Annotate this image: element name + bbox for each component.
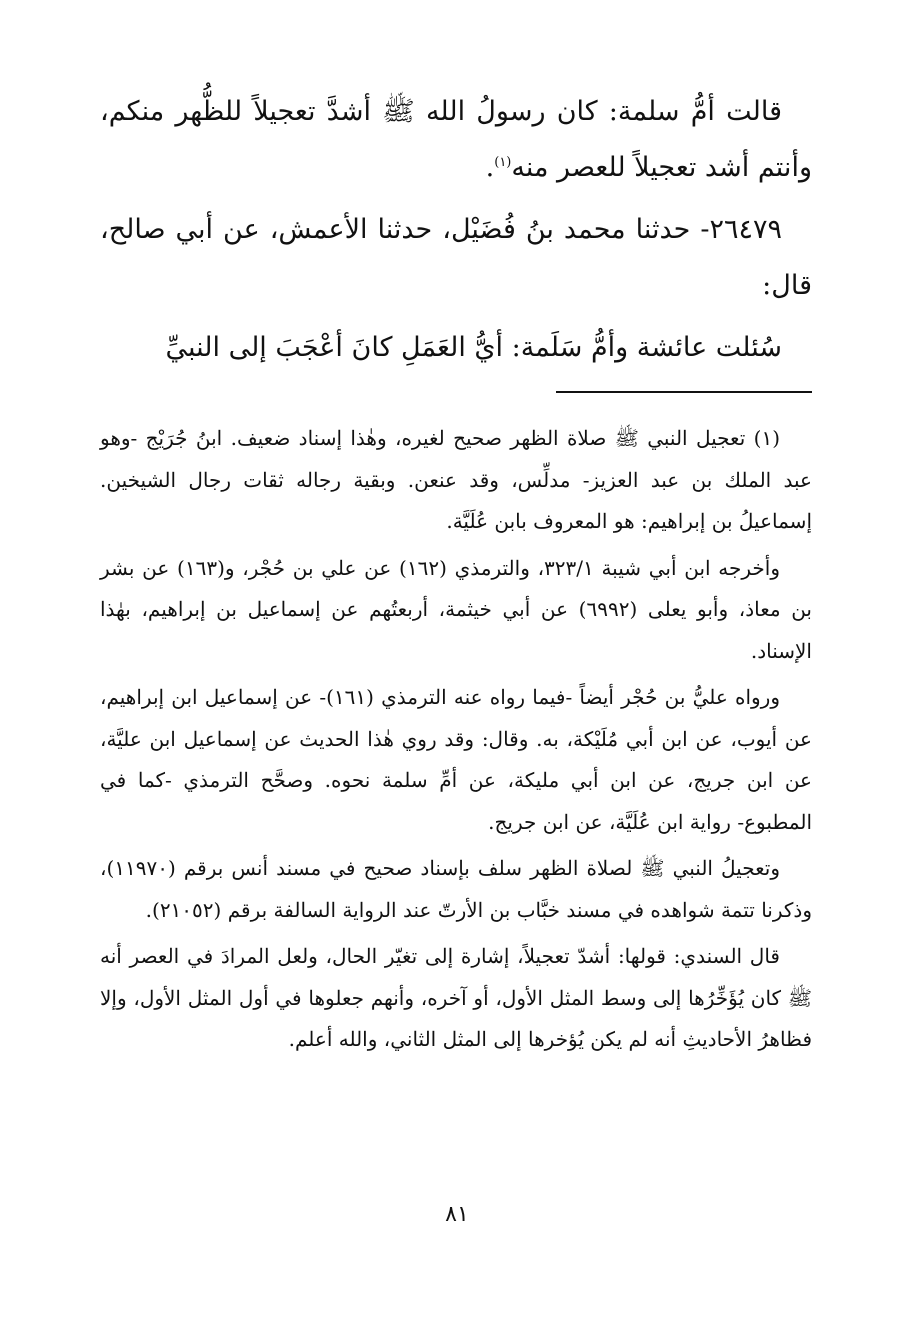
- footnote-1: (١) تعجيل النبي ﷺ صلاة الظهر صحيح لغيره، وهٰذا إسناد ضعيف. ابنُ جُرَيْج -وهو عبد الملك بن عبد العزيز- مدلِّس، وقد عنعن. وبقية رجاله ثقات رجال الشيخين. إسماعيلُ بن إبراهيم: هو المعروف بابن عُلَيَّة.: [100, 426, 812, 533]
- footnote-takhrij: وأخرجه ابن أبي شيبة ٣٢٣/١، والترمذي (١٦٢) عن علي بن حُجْر، و(١٦٣) عن بشر بن معاذ، وأبو يعلى (٦٩٩٢) عن أبي خيثمة، أربعتُهم عن إسماعيل بن إبراهيم، بهٰذا الإسناد.: [100, 555, 812, 663]
- footnote-divider: [556, 391, 812, 393]
- footnote-reference[interactable]: (١): [494, 155, 512, 170]
- main-paragraph-1-text: قالت أمُّ سلمة: كان رسولُ الله ﷺ أشدَّ تعجيلاً للظُّهر منكم، وأنتم أشد تعجيلاً للعصر منه: [100, 96, 812, 183]
- main-paragraph-1-end: .: [485, 152, 495, 183]
- hadith-matn: سُئلت عائشة وأمُّ سَلَمة: أيُّ العَمَلِ كانَ أعْجَبَ إلى النبيِّ: [165, 332, 782, 363]
- footnote-riwaya: ورواه عليُّ بن حُجْر أيضاً -فيما رواه عنه الترمذي (١٦١)- عن إسماعيل ابن إبراهيم، عن أيوب، عن ابن أبي مُلَيْكة، به. وقال: وقد روي هٰذا الحديث عن إسماعيل ابن عليَّة، عن ابن جريج، عن ابن أبي مليكة، عن أمِّ سلمة نحوه. وصحَّح الترمذي -كما في المطبوع- رواية ابن عُلَيَّة، عن ابن جريج.: [100, 685, 812, 834]
- footnotes: [100, 418, 812, 1066]
- hadith-isnad: ٢٦٤٧٩- حدثنا محمد بنُ فُضَيْل، حدثنا الأعمش، عن أبي صالح، قال:: [100, 214, 812, 301]
- footnote-shawahid: وتعجيلُ النبي ﷺ لصلاة الظهر سلف بإسناد صحيح في مسند أنس برقم (١١٩٧٠)، وذكرنا تتمة شواهده في مسند خبَّاب بن الأرتّ عند الرواية السالفة برقم (٢١٠٥٢).: [100, 856, 812, 922]
- footnote-sindi: قال السندي: قولها: أشدّ تعجيلاً، إشارة إلى تغيّر الحال، ولعل المرادَ في العصر أنه ﷺ كان يُؤَخِّرُها إلى وسط المثل الأول، أو آخره، وأنهم جعلوها في أول المثل الأول، وإلا فظاهرُ الأحاديثِ أنه لم يكن يُؤخرها إلى المثل الثاني، والله أعلم.: [100, 944, 812, 1051]
- main-paragraph-1: [100, 84, 812, 196]
- page-number: ٨١: [445, 1202, 469, 1227]
- main-text: [100, 84, 812, 382]
